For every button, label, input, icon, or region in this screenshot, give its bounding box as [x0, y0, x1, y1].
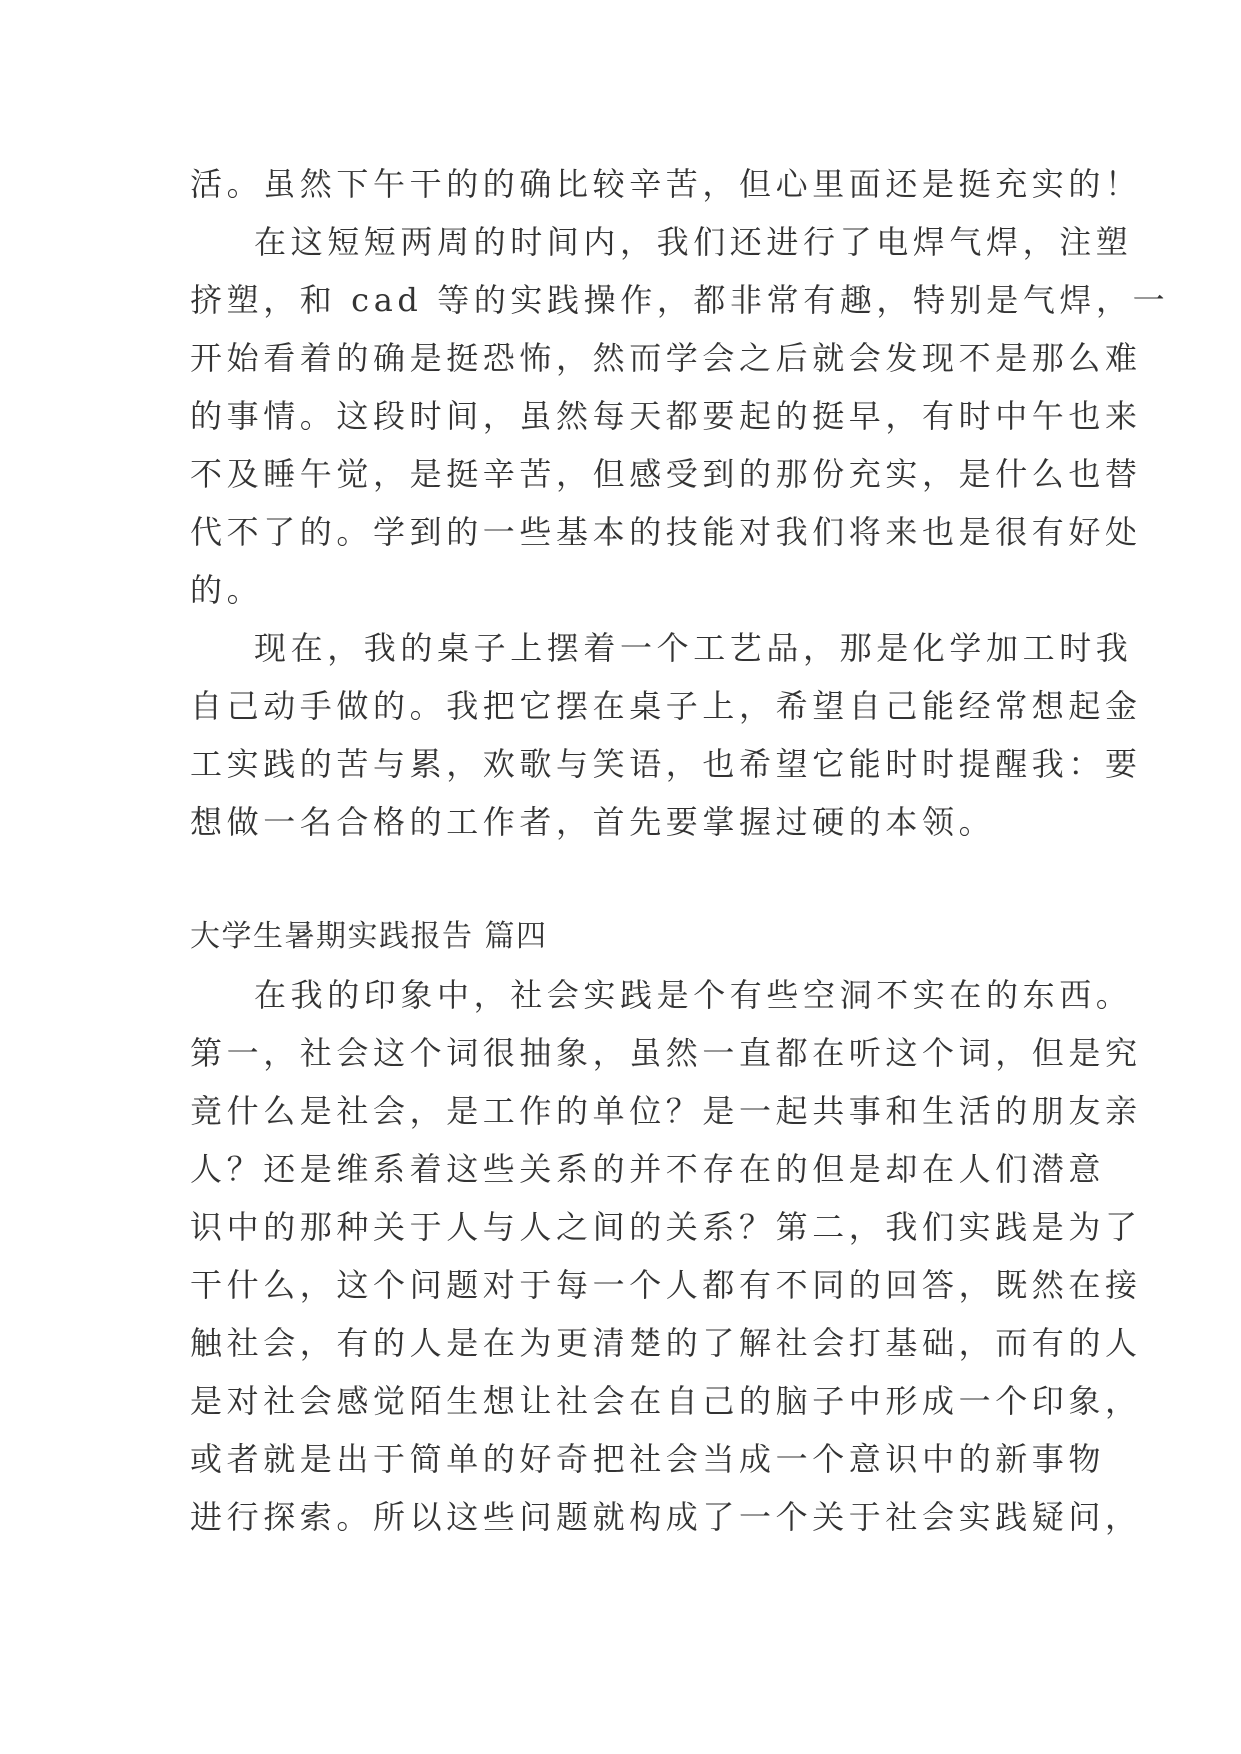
paragraph-line: 进行探索。所以这些问题就构成了一个关于社会实践疑问，	[190, 1498, 1142, 1536]
paragraph-line: 第一，社会这个词很抽象，虽然一直都在听这个词，但是究	[190, 1034, 1142, 1072]
paragraph-line: 工实践的苦与累，欢歌与笑语，也希望它能时时提醒我：要	[190, 745, 1142, 783]
section-heading: 大学生暑期实践报告 篇四	[190, 919, 548, 954]
paragraph-line: 竟什么是社会，是工作的单位？是一起共事和生活的朋友亲	[190, 1092, 1142, 1130]
paragraph-line: 活。虽然下午干的的确比较辛苦，但心里面还是挺充实的！	[190, 165, 1142, 203]
paragraph-line: 的。	[190, 571, 264, 609]
paragraph-line: 识中的那种关于人与人之间的关系？第二，我们实践是为了	[190, 1208, 1142, 1246]
paragraph-line: 的事情。这段时间，虽然每天都要起的挺早，有时中午也来	[190, 397, 1142, 435]
paragraph-line: 想做一名合格的工作者，首先要掌握过硬的本领。	[190, 803, 996, 841]
paragraph-line: 开始看着的确是挺恐怖，然而学会之后就会发现不是那么难	[190, 339, 1142, 377]
paragraph-line: 在我的印象中，社会实践是个有些空洞不实在的东西。	[254, 976, 1133, 1014]
paragraph-line: 人？还是维系着这些关系的并不存在的但是却在人们潜意	[190, 1150, 1106, 1188]
paragraph-line: 现在，我的桌子上摆着一个工艺品，那是化学加工时我	[254, 629, 1133, 667]
paragraph-line: 自己动手做的。我把它摆在桌子上，希望自己能经常想起金	[190, 687, 1142, 725]
paragraph-line: 不及睡午觉，是挺辛苦，但感受到的那份充实，是什么也替	[190, 455, 1142, 493]
paragraph-line: 是对社会感觉陌生想让社会在自己的脑子中形成一个印象，	[190, 1382, 1142, 1420]
paragraph-line: 在这短短两周的时间内，我们还进行了电焊气焊，注塑	[254, 223, 1133, 261]
paragraph-line: 代不了的。学到的一些基本的技能对我们将来也是很有好处	[190, 513, 1142, 551]
paragraph-line: 干什么，这个问题对于每一个人都有不同的回答，既然在接	[190, 1266, 1142, 1304]
paragraph-line: 或者就是出于简单的好奇把社会当成一个意识中的新事物	[190, 1440, 1106, 1478]
paragraph-line: 触社会，有的人是在为更清楚的了解社会打基础，而有的人	[190, 1324, 1142, 1362]
paragraph-line: 挤塑，和 cad 等的实践操作，都非常有趣，特别是气焊，一	[190, 281, 1170, 319]
